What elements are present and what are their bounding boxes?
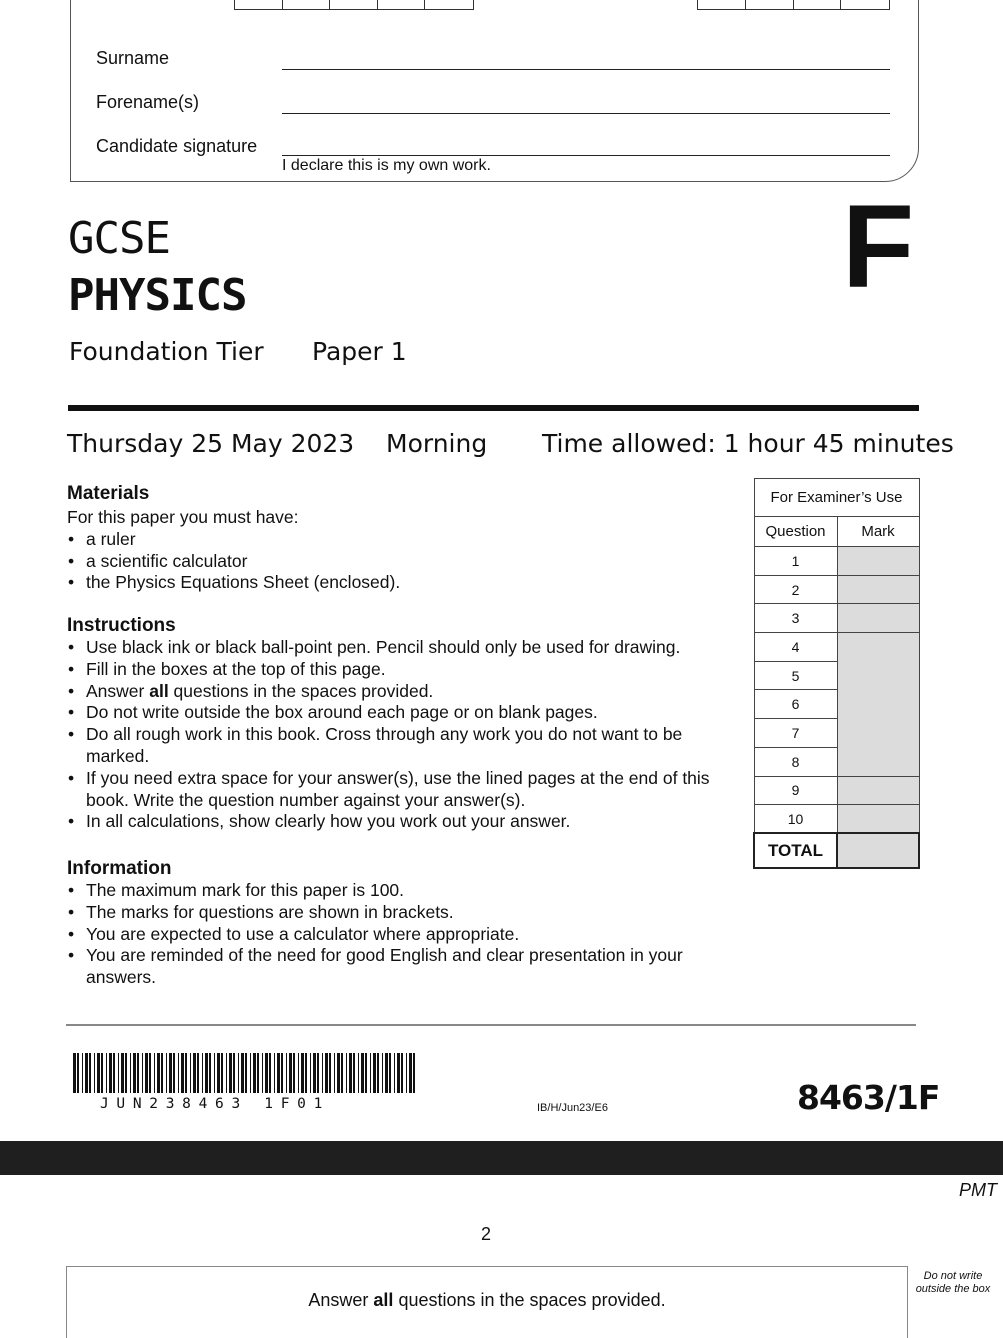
mark-cell[interactable] xyxy=(837,805,919,834)
paper-code: 8463/1F xyxy=(797,1078,940,1117)
total-mark-cell[interactable] xyxy=(837,833,919,868)
barcode-bar xyxy=(142,1053,143,1093)
notice-text: questions in the spaces provided. xyxy=(393,1290,666,1310)
barcode-bar xyxy=(382,1053,383,1093)
barcode-bar xyxy=(238,1053,239,1093)
barcode-bar xyxy=(205,1053,208,1093)
barcode-bar xyxy=(334,1053,335,1093)
mark-cell[interactable] xyxy=(837,776,919,805)
barcode-bar xyxy=(322,1053,323,1093)
barcode-bar xyxy=(329,1053,331,1093)
barcode-bar xyxy=(310,1053,311,1093)
surname-field[interactable] xyxy=(282,69,890,70)
answer-all-notice xyxy=(0,1290,974,1311)
question-number: 10 xyxy=(754,805,837,834)
instruction-item: • Do not write outside the box around each page or on blank pages. xyxy=(67,702,739,724)
barcode-bar xyxy=(94,1053,95,1093)
examiner-table-title: For Examiner’s Use xyxy=(754,479,919,517)
information-section xyxy=(67,858,707,989)
barcode-bar xyxy=(406,1053,407,1093)
barcode-bar xyxy=(365,1053,367,1093)
barcode-bar xyxy=(145,1053,148,1093)
barcode-bar xyxy=(293,1053,295,1093)
barcode-bar xyxy=(301,1053,304,1093)
barcode-bar xyxy=(77,1053,79,1093)
barcode-bar xyxy=(85,1053,88,1093)
information-item: • You are reminded of the need for good English and clear presentation in your answers. xyxy=(67,945,707,989)
barcode-bar xyxy=(82,1053,83,1093)
barcode-bar xyxy=(157,1053,160,1093)
barcode-bar xyxy=(341,1053,343,1093)
barcode-bar xyxy=(394,1053,395,1093)
barcode-bar xyxy=(97,1053,100,1093)
barcode-bar xyxy=(305,1053,307,1093)
barcode-bar xyxy=(137,1053,139,1093)
pmt-watermark: PMT xyxy=(959,1180,997,1200)
centre-number-boxes[interactable] xyxy=(234,0,474,10)
barcode-bar xyxy=(221,1053,223,1093)
candidate-number-boxes[interactable] xyxy=(697,0,890,10)
declaration-text: I declare this is my own work. xyxy=(282,157,491,174)
barcode-bar xyxy=(401,1053,403,1093)
barcode-bar xyxy=(178,1053,179,1093)
barcode-bar xyxy=(101,1053,103,1093)
barcode-bar xyxy=(121,1053,124,1093)
barcode-bar xyxy=(250,1053,251,1093)
barcode-bar xyxy=(169,1053,172,1093)
barcode-bar xyxy=(185,1053,187,1093)
examiner-use-table xyxy=(753,478,920,869)
barcode-bar xyxy=(118,1053,119,1093)
barcode-bar xyxy=(181,1053,184,1093)
barcode-bar xyxy=(377,1053,379,1093)
barcode-bar xyxy=(313,1053,316,1093)
barcode-bar xyxy=(325,1053,328,1093)
barcode-bar xyxy=(289,1053,292,1093)
barcode-bar xyxy=(277,1053,280,1093)
question-number: 5 xyxy=(754,661,837,690)
barcode-bar xyxy=(193,1053,196,1093)
barcode-bar xyxy=(125,1053,127,1093)
barcode-bar xyxy=(154,1053,155,1093)
instructions-heading: Instructions xyxy=(67,615,176,636)
mark-cell[interactable] xyxy=(837,575,919,604)
tier-letter: F xyxy=(842,181,915,313)
barcode-bar xyxy=(349,1053,352,1093)
materials-heading: Materials xyxy=(67,483,150,504)
surname-label: Surname xyxy=(96,48,170,68)
barcode-bar xyxy=(130,1053,131,1093)
mark-cell[interactable] xyxy=(837,633,919,776)
barcode-bar xyxy=(373,1053,376,1093)
page-separator-band xyxy=(0,1141,1003,1175)
barcode-bar xyxy=(197,1053,199,1093)
signature-label: Candidate signature xyxy=(96,136,258,156)
exam-date: Thursday 25 May 2023 xyxy=(67,429,355,458)
subject-title: PHYSICS xyxy=(68,270,247,321)
barcode-bar xyxy=(113,1053,115,1093)
question-number: 4 xyxy=(754,633,837,662)
instruction-item: • Fill in the boxes at the top of this page. xyxy=(67,659,739,681)
tier-label: Foundation Tier xyxy=(69,337,264,366)
barcode-bar xyxy=(361,1053,364,1093)
barcode-bar xyxy=(274,1053,275,1093)
barcode-bar xyxy=(397,1053,400,1093)
barcode-text: JUN238463 1F01 xyxy=(100,1096,331,1112)
barcode-bar xyxy=(257,1053,259,1093)
barcode-bar xyxy=(133,1053,136,1093)
barcode-bar xyxy=(106,1053,107,1093)
barcode-bar xyxy=(286,1053,287,1093)
barcode-bar xyxy=(89,1053,91,1093)
information-item: • You are expected to use a calculator where appropriate. xyxy=(67,924,707,946)
information-item: • The marks for questions are shown in brackets. xyxy=(67,902,707,924)
barcode-bar xyxy=(209,1053,211,1093)
barcode-bar xyxy=(73,1053,76,1093)
barcode-bar xyxy=(166,1053,167,1093)
barcode-bar xyxy=(317,1053,319,1093)
paper-label: Paper 1 xyxy=(312,337,407,366)
total-label: TOTAL xyxy=(754,833,837,868)
barcode-bar xyxy=(385,1053,388,1093)
notice-emphasis: all xyxy=(373,1290,394,1310)
barcode-bar xyxy=(298,1053,299,1093)
barcode-bar xyxy=(109,1053,112,1093)
materials-item: • the Physics Equations Sheet (enclosed). xyxy=(67,572,737,594)
barcode-bar xyxy=(202,1053,203,1093)
notice-text: Answer xyxy=(308,1290,374,1310)
question-number: 3 xyxy=(754,604,837,633)
mark-column-header: Mark xyxy=(837,517,919,547)
materials-intro: For this paper you must have: xyxy=(67,507,299,527)
barcode-bar xyxy=(149,1053,151,1093)
barcode-bar xyxy=(233,1053,235,1093)
barcode-bar xyxy=(389,1053,391,1093)
barcode-bar xyxy=(269,1053,271,1093)
barcode-bar xyxy=(265,1053,268,1093)
instruction-item: • In all calculations, show clearly how you work out your answer. xyxy=(67,811,739,833)
qualification-title: GCSE xyxy=(68,213,170,264)
mark-cell[interactable] xyxy=(837,604,919,633)
question-number: 6 xyxy=(754,690,837,719)
instruction-text: Answer xyxy=(86,680,150,701)
barcode-bar xyxy=(173,1053,175,1093)
materials-item: • a ruler xyxy=(67,529,737,551)
barcode-bar xyxy=(413,1053,415,1093)
barcode-bar xyxy=(353,1053,355,1093)
signature-field[interactable] xyxy=(282,155,890,156)
instruction-item: • Use black ink or black ball-point pen. Pencil should only be used for drawing. xyxy=(67,637,739,659)
mark-cell[interactable] xyxy=(837,547,919,576)
forename-field[interactable] xyxy=(282,113,890,114)
page-number: 2 xyxy=(481,1224,492,1244)
document-reference: IB/H/Jun23/E6 xyxy=(537,1102,608,1114)
question-number: 7 xyxy=(754,719,837,748)
question-number: 8 xyxy=(754,747,837,776)
barcode-bar xyxy=(229,1053,232,1093)
footer-rule xyxy=(66,1024,916,1026)
instruction-item: • If you need extra space for your answer(s), use the lined pages at the end of this book. Write the question number against your answer(s). xyxy=(67,768,739,812)
information-item: • The maximum mark for this paper is 100. xyxy=(67,880,707,902)
header-rule xyxy=(68,405,919,411)
barcode-bar xyxy=(190,1053,191,1093)
barcode-bar xyxy=(346,1053,347,1093)
barcode-image xyxy=(73,1053,420,1097)
instruction-text: questions in the spaces provided. xyxy=(168,680,434,701)
barcode-bar xyxy=(253,1053,256,1093)
barcode-bar xyxy=(217,1053,220,1093)
time-allowed: Time allowed: 1 hour 45 minutes xyxy=(542,429,954,458)
instruction-item: • Do all rough work in this book. Cross through any work you do not want to be marked. xyxy=(67,724,739,768)
question-number: 2 xyxy=(754,575,837,604)
barcode-bar xyxy=(161,1053,163,1093)
barcode-bar xyxy=(214,1053,215,1093)
barcode-bar xyxy=(281,1053,283,1093)
barcode-bar xyxy=(226,1053,227,1093)
barcode-bar xyxy=(241,1053,244,1093)
materials-item: • a scientific calculator xyxy=(67,551,737,573)
exam-session: Morning xyxy=(386,429,488,458)
barcode-bar xyxy=(358,1053,359,1093)
instructions-section xyxy=(67,615,739,833)
question-number: 1 xyxy=(754,547,837,576)
margin-note: Do not write outside the box xyxy=(915,1270,991,1295)
materials-section xyxy=(67,483,737,594)
forename-label: Forename(s) xyxy=(96,92,200,112)
barcode-bar xyxy=(370,1053,371,1093)
barcode-bar xyxy=(409,1053,412,1093)
barcode-bar xyxy=(245,1053,247,1093)
question-column-header: Question xyxy=(754,517,837,547)
barcode-bar xyxy=(337,1053,340,1093)
information-heading: Information xyxy=(67,858,172,879)
barcode-bar xyxy=(262,1053,263,1093)
instruction-item xyxy=(67,681,739,703)
question-number: 9 xyxy=(754,776,837,805)
instruction-emphasis: all xyxy=(149,680,169,701)
